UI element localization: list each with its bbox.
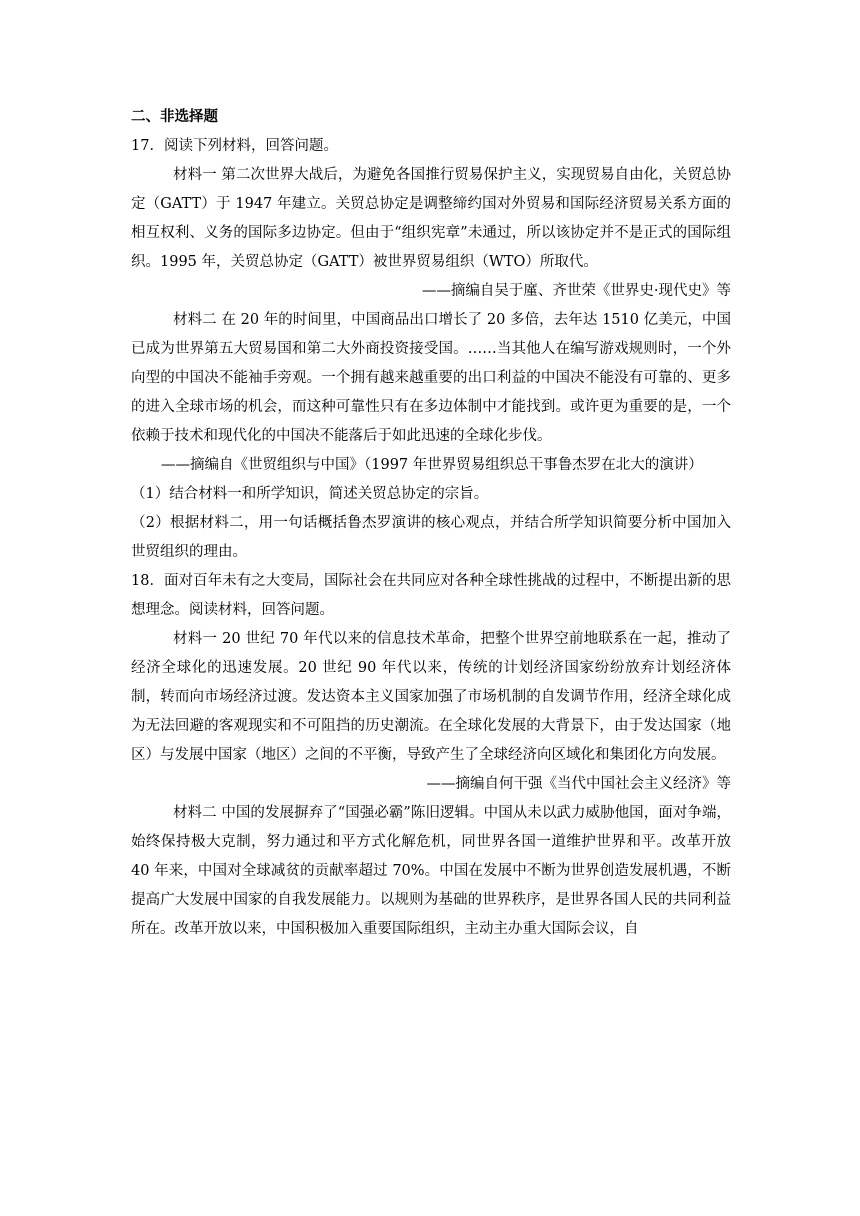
q18-source-1: ——摘编自何干强《当代中国社会主义经济》等 — [426, 776, 731, 792]
q18-material-1 — [131, 625, 731, 770]
q17-subquestion-1: （1）结合材料一和所学知识，简述关贸总协定的宗旨。 — [131, 486, 489, 502]
q17-material-1 — [131, 161, 731, 277]
q17-source-1: ——摘编自吴于廑、齐世荣《世界史·现代史》等 — [421, 283, 731, 299]
q18-material-1-text: 材料一 20 世纪 70 年代以来的信息技术革命，把整个世界空前地联系在一起，推动了经济全球化的迅速发展。20 世纪 90 年代以来，传统的计划经济国家纷纷放弃计划经济体制，转而向市场经济过渡。发达资本主义国家加强了市场机制的自发调节作用，经济全球化成为无法回避的客观现实和不可阻挡的历史潮流。在全球化发展的大背景下，由于发达国家（地区）与发展中国家（地区）之间的不平衡，导致产生了全球经济向区域化和集团化方向发展。 — [131, 631, 731, 763]
q17-prompt: 17．阅读下列材料，回答问题。 — [131, 138, 338, 154]
q17-subquestion-2: （2）根据材料二，用一句话概括鲁杰罗演讲的核心观点，并结合所学知识简要分析中国加入世贸组织的理由。 — [131, 515, 731, 560]
q18-prompt: 18．面对百年未有之大变局，国际社会在共同应对各种全球性挑战的过程中，不断提出新的思想理念。阅读材料，回答问题。 — [131, 573, 731, 618]
question-content — [131, 103, 731, 944]
q18-material-2-text: 材料二 中国的发展摒弃了“国强必霸”陈旧逻辑。中国从未以武力威胁他国，面对争端，始终保持极大克制，努力通过和平方式化解危机，同世界各国一道维护世界和平。改革开放 40 年来，中国对全球减贫的贡献率超过 70%。中国在发展中不断为世界创造发展机遇，不断提高广大发展中国家的自我发展能力。以规则为基础的世界秩序，是世界各国人民的共同利益所在。改革开放以来，中国积极加入重要国际组织，主动主办重大国际会议，自 — [131, 805, 731, 937]
q18-material-2 — [131, 799, 731, 944]
section-heading: 二、非选择题 — [131, 109, 218, 125]
q17-material-2-text: 材料二 在 20 年的时间里，中国商品出口增长了 20 多倍，去年达 1510 亿美元，中国已成为世界第五大贸易国和第二大外商投资接受国。……当其他人在编写游戏规则时，一个外向型的中国决不能袖手旁观。一个拥有越来越重要的出口利益的中国决不能没有可靠的、更多的进入全球市场的机会，而这种可靠性只有在多边体制中才能找到。或许更为重要的是，一个依赖于技术和现代化的中国决不能落后于如此迅速的全球化步伐。 — [131, 312, 731, 444]
q17-material-2 — [131, 306, 731, 451]
q17-source-2: ——摘编自《世贸组织与中国》（1997 年世界贸易组织总干事鲁杰罗在北大的演讲） — [161, 457, 703, 473]
q17-material-1-text: 材料一 第二次世界大战后，为避免各国推行贸易保护主义，实现贸易自由化，关贸总协定（GATT）于 1947 年建立。关贸总协定是调整缔约国对外贸易和国际经济贸易关系方面的相互权利、义务的国际多边协定。但由于“组织宪章”未通过，所以该协定并不是正式的国际组织。1995 年，关贸总协定（GATT）被世界贸易组织（WTO）所取代。 — [131, 167, 731, 270]
